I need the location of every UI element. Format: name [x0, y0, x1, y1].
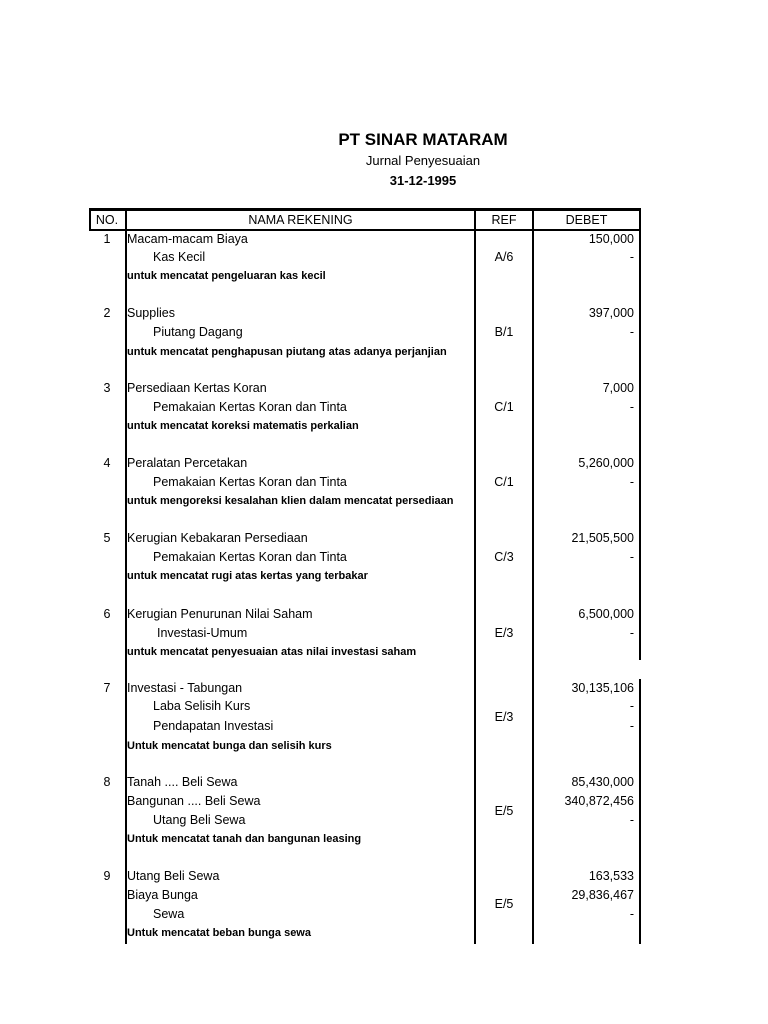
entry-ref: E/5: [494, 897, 514, 911]
col-header-ref: REF: [491, 213, 517, 227]
debit-amount: -: [629, 250, 634, 264]
entry-note: untuk mencatat penghapusan piutang atas adanya perjanjian: [127, 346, 447, 358]
credit-account: Laba Selisih Kurs: [153, 699, 251, 713]
debit-account: Kerugian Kebakaran Persediaan: [127, 531, 308, 545]
entry-ref: E/3: [494, 710, 514, 724]
debit-amount: -: [629, 907, 634, 921]
debit-amount: 7,000: [602, 381, 634, 395]
debit-account: Persediaan Kertas Koran: [127, 381, 267, 395]
journal-subtitle: Jurnal Penyesuaian: [365, 153, 481, 168]
entry-number: 5: [103, 531, 111, 545]
debit-account: Macam-macam Biaya: [127, 232, 248, 246]
entry-ref: C/1: [494, 475, 514, 489]
journal-date: 31-12-1995: [389, 173, 457, 188]
entry-number: 9: [103, 869, 111, 883]
col-header-account: NAMA REKENING: [248, 213, 353, 227]
debit-amount: 163,533: [588, 869, 634, 883]
debit-amount: 30,135,106: [571, 681, 634, 695]
entry-number: 8: [103, 775, 111, 789]
credit-account: Pemakaian Kertas Koran dan Tinta: [153, 550, 347, 564]
credit-account: Sewa: [153, 907, 185, 921]
entry-note: untuk mencatat rugi atas kertas yang terbakar: [127, 570, 368, 582]
debit-account: Tanah .... Beli Sewa: [127, 775, 238, 789]
entry-number: 7: [103, 681, 111, 695]
entry-note: untuk mengoreksi kesalahan klien dalam mencatat persediaan: [127, 495, 454, 507]
entry-number: 6: [103, 607, 111, 621]
debit-account: Kerugian Penurunan Nilai Saham: [127, 607, 313, 621]
credit-account: Piutang Dagang: [153, 325, 243, 339]
entry-number: 3: [103, 381, 111, 395]
debit-account: Bangunan .... Beli Sewa: [127, 794, 261, 808]
entry-number: 4: [103, 456, 111, 470]
company-name: PT SINAR MATARAM: [338, 130, 508, 149]
entry-note: untuk mencatat koreksi matematis perkalian: [127, 420, 359, 432]
credit-account: Pemakaian Kertas Koran dan Tinta: [153, 400, 347, 414]
debit-amount: 21,505,500: [571, 531, 634, 545]
credit-account: Utang Beli Sewa: [153, 813, 246, 827]
entry-ref: C/3: [494, 550, 514, 564]
debit-account: Supplies: [127, 306, 175, 320]
right-border: [639, 208, 641, 660]
entry-note: Untuk mencatat bunga dan selisih kurs: [127, 740, 332, 752]
debit-amount: 85,430,000: [571, 775, 634, 789]
col-header-no: NO.: [95, 213, 119, 227]
debit-amount: 340,872,456: [564, 794, 634, 808]
credit-account: Kas Kecil: [153, 250, 206, 264]
debit-amount: -: [629, 325, 634, 339]
divider-account-ref: [474, 208, 476, 944]
credit-account: Investasi-Umum: [157, 626, 248, 640]
debit-amount: -: [629, 475, 634, 489]
entry-note: untuk mencatat penyesuaian atas nilai investasi saham: [127, 646, 417, 658]
right-border-lower: [639, 679, 641, 944]
debit-account: Utang Beli Sewa: [127, 869, 220, 883]
debit-account: Peralatan Percetakan: [127, 456, 248, 470]
entry-ref: A/6: [494, 250, 514, 264]
debit-amount: 397,000: [588, 306, 634, 320]
debit-amount: 5,260,000: [578, 456, 634, 470]
credit-account: Pemakaian Kertas Koran dan Tinta: [153, 475, 347, 489]
debit-amount: 29,836,467: [571, 888, 634, 902]
debit-amount: -: [629, 400, 634, 414]
entry-note: Untuk mencatat tanah dan bangunan leasing: [127, 833, 362, 845]
debit-amount: -: [629, 813, 634, 827]
debit-amount: -: [629, 719, 634, 733]
col-header-debit: DEBET: [565, 213, 608, 227]
debit-amount: -: [629, 550, 634, 564]
debit-account: Investasi - Tabungan: [127, 681, 243, 695]
debit-account: Biaya Bunga: [127, 888, 198, 902]
entry-ref: B/1: [494, 325, 514, 339]
entry-note: untuk mencatat pengeluaran kas kecil: [127, 270, 326, 282]
entry-ref: C/1: [494, 400, 514, 414]
entry-number: 1: [103, 232, 111, 246]
entry-note: Untuk mencatat beban bunga sewa: [127, 927, 311, 939]
entry-ref: E/5: [494, 804, 514, 818]
debit-amount: -: [629, 626, 634, 640]
credit-account: Pendapatan Investasi: [153, 719, 274, 733]
entry-number: 2: [103, 306, 111, 320]
debit-amount: 6,500,000: [578, 607, 634, 621]
debit-amount: -: [629, 699, 634, 713]
debit-amount: 150,000: [588, 232, 634, 246]
entry-ref: E/3: [494, 626, 514, 640]
